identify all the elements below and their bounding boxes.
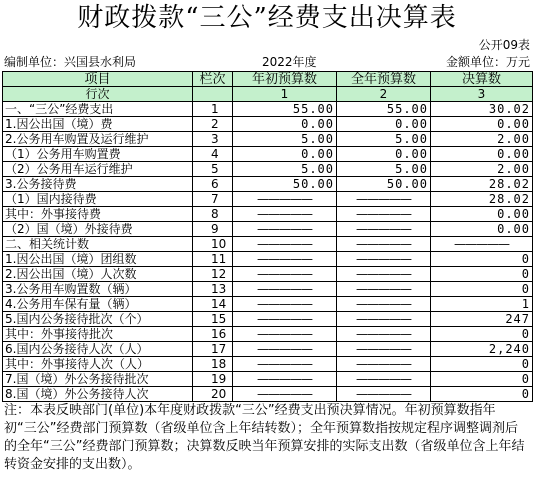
row-final-account: ————— <box>431 237 533 252</box>
row-full-year-budget: 55.00 <box>337 102 431 117</box>
row-full-year-budget: ————— <box>337 372 431 387</box>
row-initial-budget: 5.00 <box>233 162 337 177</box>
table-row <box>3 267 533 282</box>
row-initial-budget: ————— <box>233 237 337 252</box>
row-initial-budget: ————— <box>233 342 337 357</box>
row-full-year-budget: ————— <box>337 237 431 252</box>
header-final-account: 决算数 <box>431 72 533 87</box>
row-seq: 6 <box>193 177 233 192</box>
row-seq: 15 <box>193 312 233 327</box>
row-final-account: 247 <box>431 312 533 327</box>
row-initial-budget: ————— <box>233 282 337 297</box>
table-row <box>3 102 533 117</box>
row-seq: 1 <box>193 102 233 117</box>
row-name: （1）国内接待费 <box>3 192 193 207</box>
row-initial-budget: 0.00 <box>233 117 337 132</box>
row-name: 3.公务接待费 <box>3 177 193 192</box>
row-name: 7.国（境）外公务接待批次 <box>3 372 193 387</box>
row-final-account: 0 <box>431 282 533 297</box>
row-seq: 19 <box>193 372 233 387</box>
row-full-year-budget: 50.00 <box>337 177 431 192</box>
table-row <box>3 207 533 222</box>
subheader-col1: 1 <box>233 87 337 102</box>
row-final-account: 0 <box>431 327 533 342</box>
row-final-account: 1 <box>431 297 533 312</box>
row-full-year-budget: ————— <box>337 207 431 222</box>
table-row <box>3 372 533 387</box>
row-name: 3.公务用车购置数（辆） <box>3 282 193 297</box>
row-final-account: 0 <box>431 372 533 387</box>
row-final-account: 0 <box>431 267 533 282</box>
row-seq: 20 <box>193 387 233 402</box>
row-full-year-budget: ————— <box>337 192 431 207</box>
row-full-year-budget: ————— <box>337 387 431 402</box>
row-full-year-budget: ————— <box>337 357 431 372</box>
row-full-year-budget: ————— <box>337 267 431 282</box>
table-row <box>3 312 533 327</box>
subheader-col2: 2 <box>337 87 431 102</box>
table-row <box>3 192 533 207</box>
row-full-year-budget: ————— <box>337 297 431 312</box>
row-final-account: 0.00 <box>431 117 533 132</box>
row-initial-budget: 55.00 <box>233 102 337 117</box>
row-final-account: 0 <box>431 252 533 267</box>
row-initial-budget: ————— <box>233 252 337 267</box>
subheader-row-label: 行次 <box>3 87 193 102</box>
row-seq: 11 <box>193 252 233 267</box>
row-seq: 8 <box>193 207 233 222</box>
table-row <box>3 252 533 267</box>
row-name: 其中：外事接待批次 <box>3 327 193 342</box>
form-code: 公开09表 <box>478 38 530 52</box>
row-initial-budget: ————— <box>233 297 337 312</box>
row-full-year-budget: 5.00 <box>337 162 431 177</box>
table-row <box>3 327 533 342</box>
row-initial-budget: ————— <box>233 327 337 342</box>
subheader-blank <box>193 87 233 102</box>
row-seq: 14 <box>193 297 233 312</box>
row-name: 一、“三公”经费支出 <box>3 102 193 117</box>
row-initial-budget: ————— <box>233 207 337 222</box>
row-initial-budget: 50.00 <box>233 177 337 192</box>
expenditure-table <box>2 71 533 402</box>
row-final-account: 2,240 <box>431 342 533 357</box>
row-name: 1.因公出国（境）费 <box>3 117 193 132</box>
row-name: 其中：外事接待人次（人） <box>3 357 193 372</box>
row-final-account: 0.00 <box>431 147 533 162</box>
row-seq: 5 <box>193 162 233 177</box>
subheader-col3: 3 <box>431 87 533 102</box>
header-seq: 栏次 <box>193 72 233 87</box>
row-final-account: 2.00 <box>431 132 533 147</box>
row-initial-budget: ————— <box>233 267 337 282</box>
row-name: （2）国（境）外接待费 <box>3 222 193 237</box>
row-initial-budget: ————— <box>233 192 337 207</box>
table-row <box>3 387 533 402</box>
subheader-row <box>3 87 533 102</box>
row-seq: 13 <box>193 282 233 297</box>
header-full-year-budget: 全年预算数 <box>337 72 431 87</box>
row-seq: 9 <box>193 222 233 237</box>
row-name: 2.公务用车购置及运行维护 <box>3 132 193 147</box>
row-seq: 12 <box>193 267 233 282</box>
row-final-account: 28.02 <box>431 177 533 192</box>
footnote: 注：本表反映部门(单位)本年度财政拨款“三公”经费支出预决算情况。年初预算数指年初“三公”经费部门预算数（省级单位含上年结转数）；全年预算数指按规定程序调整调剂后的全年“三公”经费部门预算数；决算数反映当年预算安排的实际支出数（省级单位含上年结转资金安排的支出数）。 <box>4 403 525 472</box>
table-row <box>3 177 533 192</box>
table-row <box>3 117 533 132</box>
row-full-year-budget: ————— <box>337 222 431 237</box>
row-initial-budget: ————— <box>233 357 337 372</box>
table-row <box>3 297 533 312</box>
row-final-account: 0 <box>431 357 533 372</box>
row-full-year-budget: ————— <box>337 312 431 327</box>
row-seq: 3 <box>193 132 233 147</box>
row-full-year-budget: ————— <box>337 252 431 267</box>
table-row <box>3 222 533 237</box>
header-initial-budget: 年初预算数 <box>233 72 337 87</box>
header-row <box>3 72 533 87</box>
row-full-year-budget: 5.00 <box>337 132 431 147</box>
row-name: 二、相关统计数 <box>3 237 193 252</box>
table-row <box>3 282 533 297</box>
row-name: 1.因公出国（境）团组数 <box>3 252 193 267</box>
row-name: 4.公务用车保有量（辆） <box>3 297 193 312</box>
row-final-account: 28.02 <box>431 192 533 207</box>
fiscal-year: 2022年度 <box>262 55 317 69</box>
row-seq: 18 <box>193 357 233 372</box>
money-unit: 金额单位：万元 <box>445 55 530 69</box>
row-name: （2）公务用车运行维护 <box>3 162 193 177</box>
row-final-account: 30.02 <box>431 102 533 117</box>
table-row <box>3 162 533 177</box>
row-final-account: 2.00 <box>431 162 533 177</box>
row-seq: 2 <box>193 117 233 132</box>
table-row <box>3 342 533 357</box>
row-initial-budget: 0.00 <box>233 147 337 162</box>
row-name: （1）公务用车购置费 <box>3 147 193 162</box>
row-full-year-budget: ————— <box>337 327 431 342</box>
row-seq: 16 <box>193 327 233 342</box>
row-initial-budget: ————— <box>233 372 337 387</box>
row-initial-budget: ————— <box>233 312 337 327</box>
row-full-year-budget: ————— <box>337 342 431 357</box>
header-item: 项目 <box>3 72 193 87</box>
table-row <box>3 237 533 252</box>
table-row <box>3 132 533 147</box>
row-final-account: 0.00 <box>431 222 533 237</box>
table-row <box>3 357 533 372</box>
reporting-unit: 编制单位：兴国县水利局 <box>4 55 137 69</box>
row-final-account: 0.00 <box>431 207 533 222</box>
table-row <box>3 147 533 162</box>
row-name: 6.国内公务接待人次（人） <box>3 342 193 357</box>
row-full-year-budget: 0.00 <box>337 117 431 132</box>
row-seq: 7 <box>193 192 233 207</box>
row-full-year-budget: 0.00 <box>337 147 431 162</box>
row-initial-budget: 5.00 <box>233 132 337 147</box>
report-title: 财政拨款“三公”经费支出决算表 <box>77 3 457 33</box>
row-name: 2.因公出国（境）人次数 <box>3 267 193 282</box>
row-initial-budget: ————— <box>233 222 337 237</box>
row-initial-budget: ————— <box>233 387 337 402</box>
row-seq: 17 <box>193 342 233 357</box>
row-name: 其中：外事接待费 <box>3 207 193 222</box>
row-name: 5.国内公务接待批次（个） <box>3 312 193 327</box>
row-name: 8.国（境）外公务接待人次 <box>3 387 193 402</box>
row-seq: 4 <box>193 147 233 162</box>
row-seq: 10 <box>193 237 233 252</box>
row-full-year-budget: ————— <box>337 282 431 297</box>
row-final-account: 0 <box>431 387 533 402</box>
